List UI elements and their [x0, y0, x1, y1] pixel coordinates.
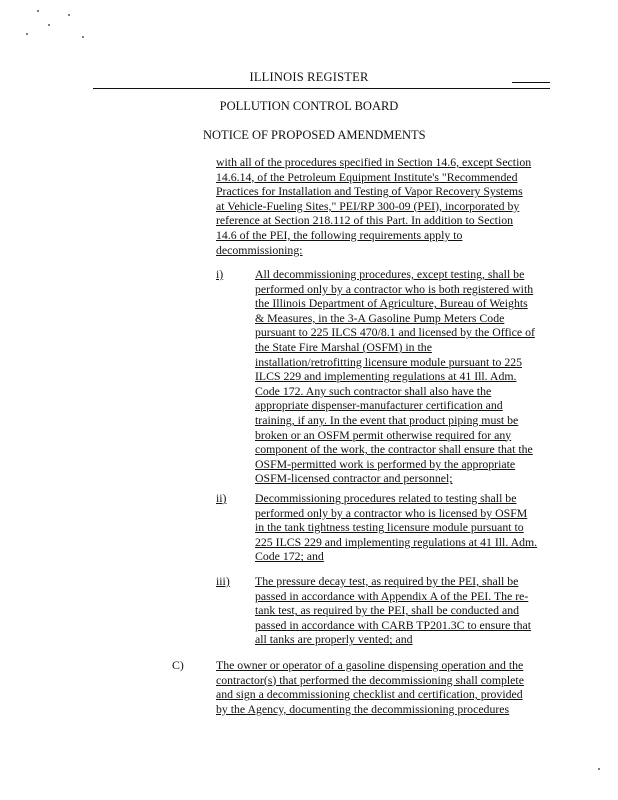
item-line: passed in accordance with Appendix A of the PEI. The re- — [255, 588, 529, 603]
intro-line: Practices for Installation and Testing of Vapor Recovery Systems — [216, 184, 523, 199]
register-title: ILLINOIS REGISTER — [249, 70, 369, 84]
intro-line: decommissioning: — [216, 242, 303, 257]
item-ii-paragraph — [255, 491, 585, 564]
item-line: component of the work, the contractor shall ensure that the — [255, 442, 533, 457]
scan-speck — [82, 36, 84, 38]
board-title: POLLUTION CONTROL BOARD — [219, 99, 399, 113]
header-rule-stub — [512, 82, 550, 83]
item-line: & Measures, in the 3-A Gasoline Pump Meters Code — [255, 310, 505, 325]
item-line: performed only by a contractor who is both registered with — [255, 281, 534, 296]
item-line: passed in accordance with CARB TP201.3C to ensure that — [255, 617, 531, 632]
section-c-line: The owner or operator of a gasoline dispensing operation and the — [216, 658, 524, 672]
header-rule — [93, 88, 550, 89]
item-label-i: i) — [216, 267, 224, 281]
item-iii-paragraph — [255, 574, 585, 647]
item-line: training, if any. In the event that product piping must be — [255, 412, 519, 427]
item-line: OSFM-permitted work is performed by the appropriate — [255, 456, 516, 471]
scan-speck — [598, 768, 600, 770]
item-line: Code 172. Any such contractor shall also have the — [255, 383, 492, 398]
item-line: pursuant to 225 ILCS 470/8.1 and licensed by the Office of — [255, 325, 535, 340]
item-line: OSFM-licensed contractor and personnel; — [255, 471, 453, 486]
intro-line: 14.6 of the PEI, the following requirements apply to — [216, 227, 463, 242]
intro-line: at Vehicle-Fueling Sites," PEI/RP 300-09 (PEI), incorporated by — [216, 198, 520, 213]
section-c-line: contractor(s) that performed the decommissioning shall complete — [216, 672, 524, 687]
item-line: the Illinois Department of Agriculture, Bureau of Weights — [255, 296, 528, 311]
item-line: the State Fire Marshal (OSFM) in the — [255, 339, 432, 354]
item-i-paragraph — [255, 267, 585, 486]
scan-speck — [68, 14, 70, 16]
item-line: 225 ILCS 229 and implementing regulations at 41 Ill. Adm. — [255, 534, 538, 549]
section-c-line: by the Agency, documenting the decommissioning procedures — [216, 701, 510, 716]
item-label-ii: ii) — [216, 491, 227, 505]
item-line: tank test, as required by the PEI, shall be conducted and — [255, 603, 520, 618]
item-line: All decommissioning procedures, except testing, shall be — [255, 267, 525, 281]
item-label-iii: iii) — [216, 574, 230, 588]
item-line: appropriate dispenser-manufacturer certification and — [255, 398, 503, 413]
scan-speck — [26, 33, 28, 35]
item-line: in the tank tightness testing licensure module pursuant to — [255, 520, 524, 535]
intro-paragraph — [216, 155, 546, 257]
intro-line: with all of the procedures specified in Section 14.6, except Section — [216, 155, 532, 169]
item-line: ILCS 229 and implementing regulations at 41 Ill. Adm. — [255, 369, 517, 384]
notice-title: NOTICE OF PROPOSED AMENDMENTS — [203, 128, 426, 142]
section-c-line: and sign a decommissioning checklist and certification, provided — [216, 687, 523, 702]
item-line: Decommissioning procedures related to testing shall be — [255, 491, 517, 505]
section-c-paragraph — [216, 658, 546, 716]
intro-line: reference at Section 218.112 of this Part. In addition to Section — [216, 213, 514, 228]
item-line: all tanks are properly vented; and — [255, 632, 413, 647]
item-line: Code 172; and — [255, 549, 324, 564]
item-line: installation/retrofitting licensure module pursuant to 225 — [255, 354, 523, 369]
item-line: The pressure decay test, as required by the PEI, shall be — [255, 574, 519, 588]
item-line: performed only by a contractor who is licensed by OSFM — [255, 505, 528, 520]
scan-speck — [37, 10, 39, 12]
intro-line: 14.6.14, of the Petroleum Equipment Institute's "Recommended — [216, 169, 518, 184]
section-label-c: C) — [172, 658, 184, 672]
item-line: broken or an OSFM permit otherwise required for any — [255, 427, 512, 442]
scan-speck — [48, 24, 50, 26]
